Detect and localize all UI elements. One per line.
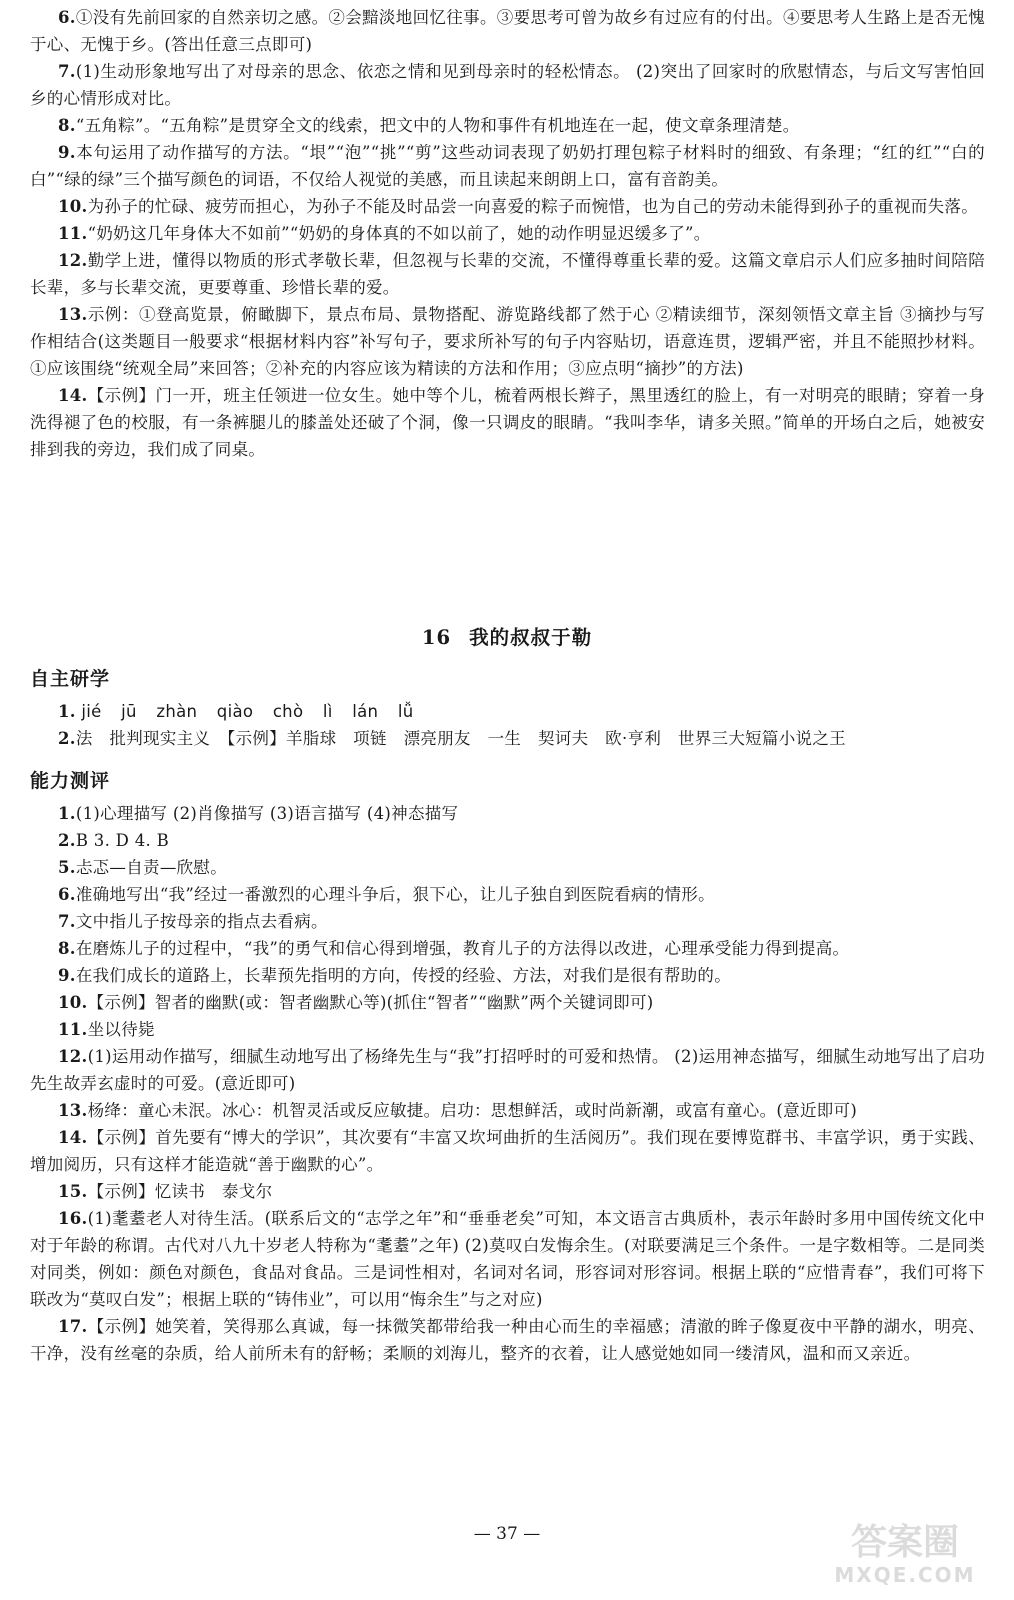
pinyin-answer: 1. jié jū zhàn qiào chò lì lán lǚ xyxy=(58,702,414,721)
answer-item: 16.(1)耄耋老人对待生活。(联系后文的“志学之年”和“垂垂老矣”可知，本文语言古典质朴，表示年龄时多用中国传统文化中对于年龄的称谓。古代对八九十岁老人特称为“耄耋”之年) (2)莫叹白发悔余生。(对联要满足三个条件。一是字数相等。二是同类对同类，例如：颜色对颜色，食品对食品。三是词性相对，名词对名词，形容词对形容词。根据上联的“应惜青春”，我们可将下联改为“莫叹白发”；根据上联的“铸伟业”，可以用“悔余生”与之对应) xyxy=(30,1209,985,1309)
answer-item: 7.文中指儿子按母亲的指点去看病。 xyxy=(58,912,328,931)
answer-item: 15.【示例】忆读书 泰戈尔 xyxy=(58,1182,273,1201)
answer-item: 2.法 批判现实主义 【示例】羊脂球 项链 漂亮朋友 一生 契诃夫 欧·亨利 世界三大短篇小说之王 xyxy=(58,729,846,748)
answer-item: 8.在磨炼儿子的过程中，“我”的勇气和信心得到增强，教育儿子的方法得以改进，心理承受能力得到提高。 xyxy=(58,939,850,958)
pinyin-item: qiào xyxy=(216,702,254,721)
answer-item: 12.(1)运用动作描写，细腻生动地写出了杨绛先生与“我”打招呼时的可爱和热情。 (2)运用神态描写，细腻生动地写出了启功先生故弄玄虚时的可爱。(意近即可) xyxy=(30,1047,985,1093)
answer-item: 6.①没有先前回家的自然亲切之感。②会黯淡地回忆往事。③要思考可曾为故乡有过应有的付出。④要思考人生路上是否无愧于心、无愧于乡。(答出任意三点即可) xyxy=(30,8,985,54)
lesson-number: 16 xyxy=(421,626,452,649)
pinyin-item: lán xyxy=(352,702,379,721)
watermark-logo xyxy=(810,1512,1000,1590)
answer-item: 8.“五角粽”。“五角粽”是贯穿全文的线索，把文中的人物和事件有机地连在一起，使文章条理清楚。 xyxy=(58,116,800,135)
answer-item: 5.忐忑—自责—欣慰。 xyxy=(58,858,228,877)
self-study-answers xyxy=(30,698,985,752)
answer-item: 6.准确地写出“我”经过一番激烈的心理斗争后，狠下心，让儿子独自到医院看病的情形。 xyxy=(58,885,715,904)
pinyin-item: jū xyxy=(121,702,137,721)
pinyin-item: zhàn xyxy=(156,702,198,721)
pinyin-item: chò xyxy=(272,702,304,721)
section-heading-ability-test: 能力测评 xyxy=(30,770,111,792)
answer-item: 2.B 3. D 4. B xyxy=(58,831,170,850)
pinyin-item: jié xyxy=(81,702,102,721)
top-answer-list xyxy=(30,4,985,463)
lesson-name: 我的叔叔于勒 xyxy=(469,626,593,649)
page-number: — 37 — xyxy=(473,1524,541,1544)
answer-item: 17.【示例】她笑着，笑得那么真诚，每一抹微笑都带给我一种由心而生的幸福感；清澈的眸子像夏夜中平静的湖水，明亮、干净，没有丝毫的杂质，给人前所未有的舒畅；柔顺的刘海儿，整齐的衣着，让人感觉她如同一缕清风，温和而又亲近。 xyxy=(30,1317,985,1363)
answer-item: 14.【示例】首先要有“博大的学识”，其次要有“丰富又坎坷曲折的生活阅历”。我们现在要博览群书、丰富学识，勇于实践、增加阅历，只有这样才能造就“善于幽默的心”。 xyxy=(30,1128,985,1174)
answer-item: 13.示例：①登高览景，俯瞰脚下，景点布局、景物搭配、游览路线都了然于心 ②精读细节，深刻领悟文章主旨 ③摘抄与写作相结合(这类题目一般要求“根据材料内容”补写句子，要求所补写的句子内容贴切，语意连贯，逻辑严密，并且不能照抄材料。①应该围绕“统观全局”来回答；②补充的内容应该为精读的方法和作用；③应点明“摘抄”的方法) xyxy=(30,305,985,378)
answer-item: 11.“奶奶这几年身体大不如前”“奶奶的身体真的不如以前了，她的动作明显迟缓多了”。 xyxy=(58,224,711,243)
lesson-title xyxy=(0,622,1014,650)
answer-item: 12.勤学上进，懂得以物质的形式孝敬长辈，但忽视与长辈的交流，不懂得尊重长辈的爱。这篇文章启示人们应多抽时间陪陪长辈，多与长辈交流，更要尊重、珍惜长辈的爱。 xyxy=(30,251,985,297)
answer-item: 10.【示例】智者的幽默(或：智者幽默心等)(抓住“智者”“幽默”两个关键词即可) xyxy=(58,993,654,1012)
answer-item: 14.【示例】门一开，班主任领进一位女生。她中等个儿，梳着两根长辫子，黑里透红的脸上，有一对明亮的眼睛；穿着一身洗得褪了色的校服，有一条裤腿儿的膝盖处还破了个洞，像一只调皮的眼睛。“我叫李华，请多关照。”简单的开场白之后，她被安排到我的旁边，我们成了同桌。 xyxy=(30,386,985,459)
answer-item: 9.在我们成长的道路上，长辈预先指明的方向，传授的经验、方法，对我们是很有帮助的。 xyxy=(58,966,732,985)
pinyin-item: lì xyxy=(322,702,333,721)
ability-test-answers xyxy=(30,800,985,1367)
answer-item: 9.本句运用了动作描写的方法。“垠”“泡”“挑”“剪”这些动词表现了奶奶打理包粽子材料时的细致、有条理；“红的红”“白的白”“绿的绿”三个描写颜色的词语，不仅给人视觉的美感，而且读起来朗朗上口，富有音韵美。 xyxy=(30,143,985,189)
pinyin-item: lǚ xyxy=(397,702,414,721)
watermark-text: 答案圈 xyxy=(850,1522,960,1563)
answer-item: 7.(1)生动形象地写出了对母亲的思念、依恋之情和见到母亲时的轻松情态。 (2)突出了回家时的欣慰情态，与后文写害怕回乡的心情形成对比。 xyxy=(30,62,985,108)
answer-item: 13.杨绛：童心未泯。冰心：机智灵活或反应敏捷。启功：思想鲜活，或时尚新潮，或富有童心。(意近即可) xyxy=(58,1101,858,1120)
answer-item: 11.坐以待毙 xyxy=(58,1020,155,1039)
answer-item: 10.为孙子的忙碌、疲劳而担心，为孙子不能及时品尝一向喜爱的粽子而惋惜，也为自己的劳动未能得到孙子的重视而失落。 xyxy=(58,197,979,216)
answer-item: 1.(1)心理描写 (2)肖像描写 (3)语言描写 (4)神态描写 xyxy=(58,804,459,823)
section-heading-self-study: 自主研学 xyxy=(30,668,111,690)
watermark-url: MXQE.COM xyxy=(834,1563,976,1587)
